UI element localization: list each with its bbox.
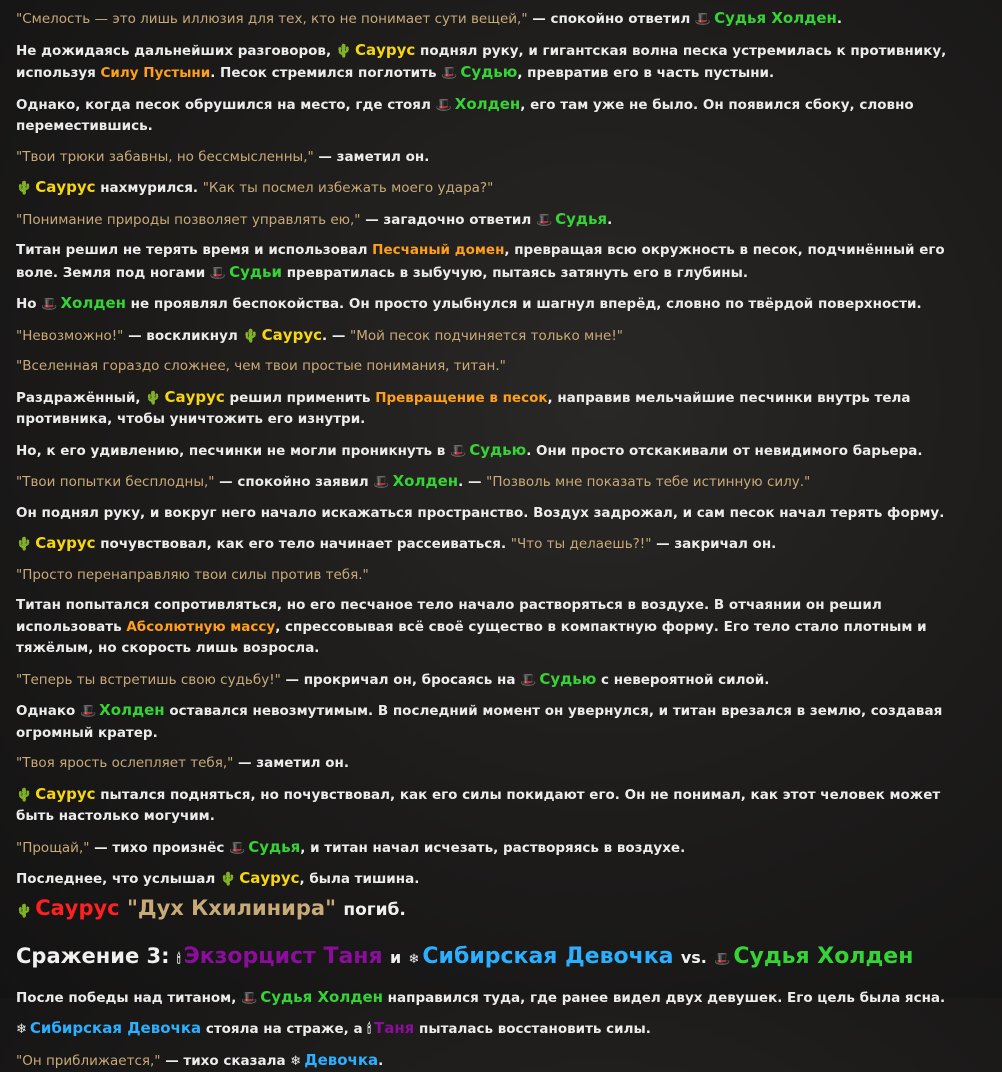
cactus-icon: 🌵 <box>16 788 32 803</box>
text-run: оставался невозмутимым. В последний момент он увернулся, и титан врезался в землю, создавая огромный кратер. <box>16 703 942 741</box>
top-hat-icon: 🎩 <box>41 297 57 312</box>
text-run: Он поднял руку, и вокруг него начало искажаться пространство. Воздух задрожал, и сам песок начал терять форму. <box>16 505 944 521</box>
quote: "Понимание природы позволяет управлять ею," <box>16 212 361 228</box>
text-run: стояла на страже, а <box>201 1021 367 1037</box>
text-run: направился туда, где ранее видел двух девушек. Его цель была ясна. <box>383 990 945 1006</box>
character-name: Саурус <box>35 534 95 552</box>
snowflake-icon: ❄ <box>16 1022 27 1037</box>
battle-2-narrative <box>16 8 971 891</box>
text-run: , направив мельчайшие песчинки внутрь тела противника, чтобы уничтожить его изнутри. <box>16 390 910 428</box>
text-run: , была тишина. <box>300 871 420 887</box>
story-text <box>16 0 971 1072</box>
candle-icon: 🕯 <box>367 1022 371 1037</box>
text-run: — тихо сказала <box>161 1053 291 1069</box>
battle-vs: vs. <box>681 948 707 967</box>
cactus-icon: 🌵 <box>145 391 161 406</box>
text-run: — тихо произнёс <box>89 840 229 856</box>
cactus-icon: 🌵 <box>16 904 32 919</box>
character-name: Судья Холден <box>260 988 383 1006</box>
paragraph <box>16 753 971 775</box>
paragraph <box>16 387 971 431</box>
top-hat-icon: 🎩 <box>241 991 257 1006</box>
text-run: решил применить <box>225 390 375 406</box>
text-run: Но <box>16 296 41 312</box>
paragraph <box>16 565 971 587</box>
top-hat-icon: 🎩 <box>373 475 389 490</box>
paragraph <box>16 94 971 138</box>
character-name: Холден <box>393 472 459 490</box>
top-hat-icon: 🎩 <box>210 266 226 281</box>
text-run: Титан решил не терять время и использовал <box>16 242 372 258</box>
battle-and: и <box>390 948 401 967</box>
text-run: . <box>378 1053 383 1069</box>
character-name: Таня <box>374 1019 414 1037</box>
candle-icon: 🕯 <box>177 952 181 967</box>
top-hat-icon: 🎩 <box>520 673 536 688</box>
cactus-icon: 🌵 <box>242 329 258 344</box>
top-hat-icon: 🎩 <box>80 704 96 719</box>
top-hat-icon: 🎩 <box>436 98 452 113</box>
ability-name: Абсолютную массу <box>126 619 275 635</box>
text-run: , его там уже не было. Он появился сбоку, словно переместившись. <box>16 97 914 135</box>
paragraph <box>16 356 971 378</box>
character-name: Саурус <box>239 869 299 887</box>
paragraph <box>16 40 971 85</box>
fighter-exorcist-tanya: Экзорцист Таня <box>184 944 383 969</box>
character-name: Саурус <box>164 388 224 406</box>
battle-label: Сражение 3: <box>16 944 170 968</box>
text-run: пытался подняться, но почувствовал, как его силы покидают его. Он не понимал, как этот человек может быть настолько могучим. <box>16 787 940 825</box>
quote: "Смелость — это лишь иллюзия для тех, кто не понимает сути вещей," <box>16 11 528 27</box>
quote: "Как ты посмел избежать моего удара?" <box>203 180 494 196</box>
paragraph <box>16 700 971 744</box>
character-name: Судьи <box>229 263 282 281</box>
quote: "Твои трюки забавны, но бессмысленны," <box>16 149 314 165</box>
text-run: Последнее, что услышал <box>16 871 220 887</box>
text-run: Не дожидаясь дальнейших разговоров, <box>16 43 336 59</box>
snowflake-icon: ❄ <box>290 1054 301 1069</box>
paragraph <box>16 325 971 348</box>
text-run: . <box>837 11 842 27</box>
text-run: поднял руку, и гигантская волна песка устремилась к противнику, используя <box>16 43 946 82</box>
character-name: Холден <box>455 95 521 113</box>
character-name: Судья <box>555 210 607 228</box>
text-run: . Они просто отскакивали от невидимого барьера. <box>526 443 922 459</box>
character-name: Девочка <box>304 1051 378 1069</box>
paragraph <box>16 868 971 891</box>
quote: "Мой песок подчиняется только мне!" <box>350 328 623 344</box>
paragraph <box>16 293 971 316</box>
text-run: не проявлял беспокойства. Он просто улыбнулся и шагнул вперёд, словно по твёрдой поверхности. <box>126 296 922 312</box>
death-announcement <box>16 893 971 927</box>
text-run: — загадочно ответил <box>361 212 536 228</box>
text-run: , превратив его в часть пустыни. <box>517 65 774 81</box>
character-name: Саурус <box>355 41 415 59</box>
paragraph <box>16 471 971 494</box>
character-name: Холден <box>60 294 126 312</box>
quote: "Позволь мне показать тебе истинную силу." <box>486 474 810 490</box>
top-hat-icon: 🎩 <box>695 12 711 27</box>
text-run: . <box>607 212 612 228</box>
text-run: нахмурился. <box>96 180 203 196</box>
character-name: Судью <box>469 441 526 459</box>
text-run: превратилась в зыбучую, пытаясь затянуть его в глубины. <box>282 265 748 281</box>
text-run: Однако <box>16 703 80 719</box>
top-hat-icon: 🎩 <box>229 841 245 856</box>
dead-fighter-name: Саурус <box>35 896 119 920</box>
text-run: с невероятной силой. <box>596 672 769 688</box>
text-run: Однако, когда песок обрушился на место, где стоял <box>16 97 436 113</box>
text-run: Титан попытался сопротивляться, но его песчаное тело начало растворяться в воздухе. В отчаянии он решил использовать <box>16 597 882 635</box>
paragraph <box>16 533 971 556</box>
death-verb: погиб. <box>343 900 406 920</box>
text-run: — заметил он. <box>314 149 430 165</box>
ability-name: Силу Пустыни <box>101 65 211 81</box>
character-name: Саурус <box>35 178 95 196</box>
paragraph <box>16 503 971 525</box>
paragraph <box>16 669 971 692</box>
snowflake-icon: ❄ <box>408 952 419 967</box>
text-run: — спокойно ответил <box>528 11 695 27</box>
paragraph <box>16 1018 971 1041</box>
top-hat-icon: 🎩 <box>714 952 730 967</box>
paragraph <box>16 595 971 660</box>
quote: "Он приближается," <box>16 1053 161 1069</box>
cactus-icon: 🌵 <box>16 181 32 196</box>
paragraph <box>16 784 971 828</box>
text-run: — прокричал он, бросаясь на <box>281 672 520 688</box>
quote: "Что ты делаешь?!" <box>511 536 652 552</box>
paragraph <box>16 147 971 169</box>
quote: "Невозможно!" <box>16 328 123 344</box>
text-run: почувствовал, как его тело начинает рассеиваться. <box>96 536 511 552</box>
paragraph <box>16 1050 971 1072</box>
paragraph <box>16 837 971 860</box>
paragraph <box>16 209 971 232</box>
text-run: . — <box>458 474 486 490</box>
paragraph <box>16 8 971 31</box>
fighter-judge-holden: Судья Холден <box>733 944 913 969</box>
character-name: Холден <box>99 701 165 719</box>
paragraph <box>16 177 971 200</box>
character-name: Судья Холден <box>714 9 837 27</box>
text-run: , и титан начал исчезать, растворяясь в воздухе. <box>300 840 685 856</box>
quote: "Вселенная гораздо сложнее, чем твои простые понимания, титан." <box>16 358 506 374</box>
text-run: Но, к его удивлению, песчинки не могли проникнуть в <box>16 443 450 459</box>
fighter-siberian-girl: Сибирская Девочка <box>422 944 673 969</box>
quote: "Твоя ярость ослепляет тебя," <box>16 755 233 771</box>
battle-3-header <box>16 941 971 975</box>
top-hat-icon: 🎩 <box>536 213 552 228</box>
ability-name: Превращение в песок <box>375 390 547 406</box>
text-run: После победы над титаном, <box>16 990 241 1006</box>
text-run: . — <box>322 328 350 344</box>
text-run: — закричал он. <box>651 536 776 552</box>
text-run: пыталась восстановить силы. <box>414 1021 651 1037</box>
quote: "Просто перенаправляю твои силы против тебя." <box>16 567 369 583</box>
text-run: . Песок стремился поглотить <box>210 65 441 81</box>
text-run: — спокойно заявил <box>214 474 373 490</box>
quote: "Теперь ты встретишь свою судьбу!" <box>16 672 281 688</box>
paragraph <box>16 240 971 284</box>
top-hat-icon: 🎩 <box>441 66 457 81</box>
text-run: Раздражённый, <box>16 390 145 406</box>
battle-3-narrative <box>16 987 971 1072</box>
character-name: Сибирская Девочка <box>30 1019 201 1037</box>
character-name: Судья <box>248 838 300 856</box>
quote: "Твои попытки бесплодны," <box>16 474 214 490</box>
character-name: Судью <box>539 670 596 688</box>
cactus-icon: 🌵 <box>336 44 352 59</box>
text-run: , спрессовывая всё своё существо в компактную форму. Его тело стало плотным и тяжёлым, но скорость лишь возросла. <box>16 619 927 657</box>
dead-fighter-title: "Дух Кхилинира" <box>127 896 336 920</box>
character-name: Судью <box>460 63 517 81</box>
text-run: , превращая всю окружность в песок, подчинённый его воле. Земля под ногами <box>16 242 945 281</box>
top-hat-icon: 🎩 <box>450 444 466 459</box>
text-run: — воскликнул <box>123 328 242 344</box>
cactus-icon: 🌵 <box>16 537 32 552</box>
paragraph <box>16 440 971 463</box>
character-name: Саурус <box>35 785 95 803</box>
text-run: — заметил он. <box>233 755 349 771</box>
quote: "Прощай," <box>16 840 89 856</box>
cactus-icon: 🌵 <box>220 872 236 887</box>
ability-name: Песчаный домен <box>372 242 504 258</box>
character-name: Саурус <box>262 326 322 344</box>
